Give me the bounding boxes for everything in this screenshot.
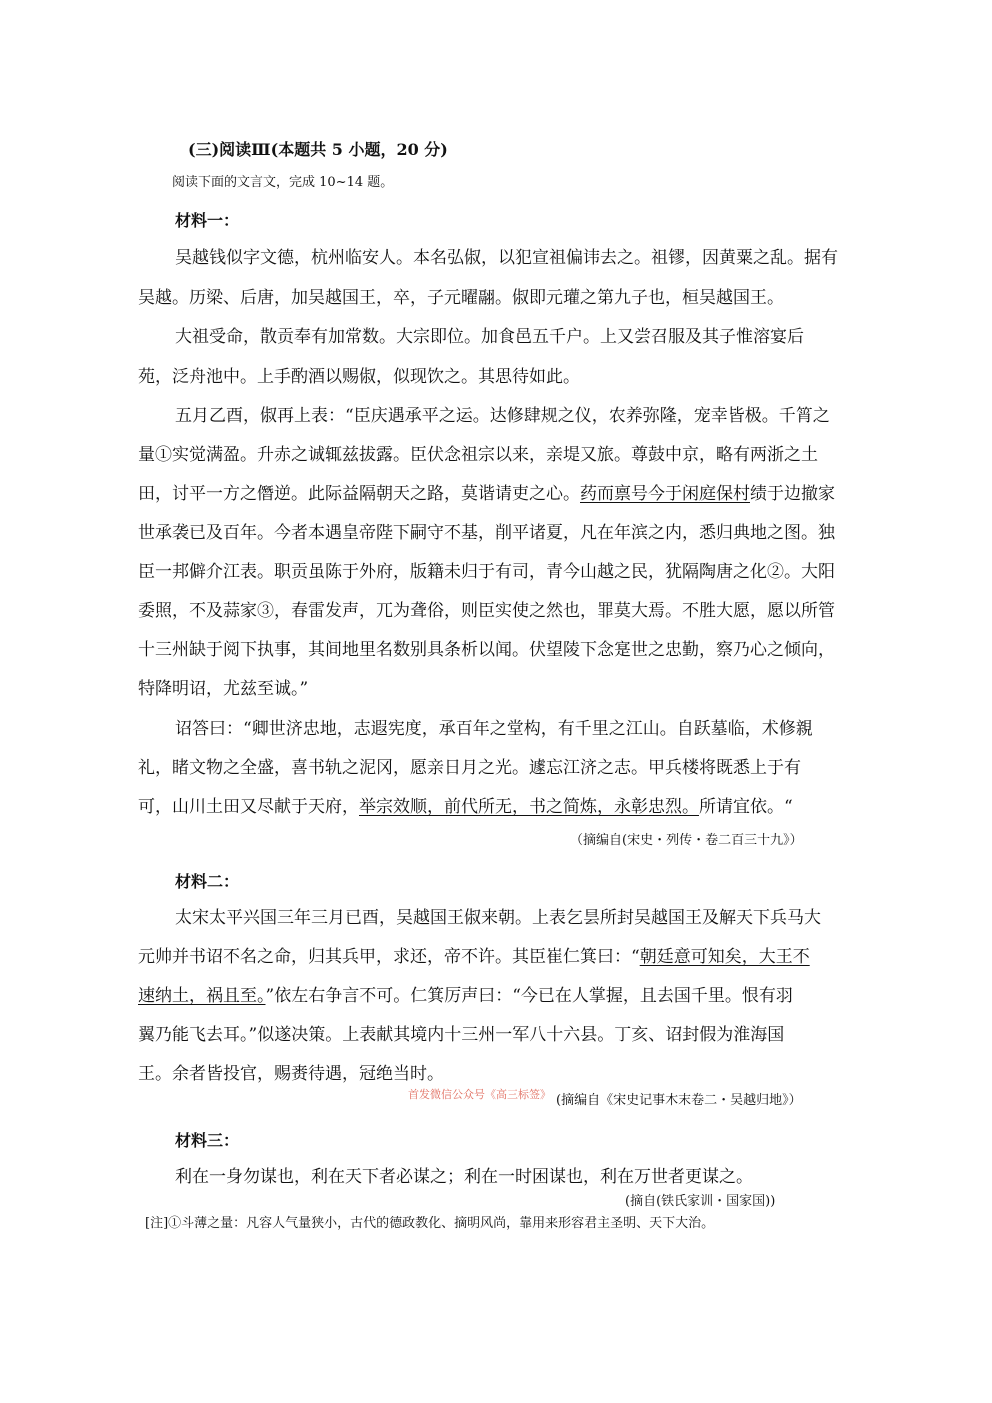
material-2-line: 太宋太平兴国三年三月已酉，吴越国王俶来朝。上表乞昙所封吴越国王及解天下兵马大 [175, 908, 821, 928]
material-1-line [138, 797, 793, 817]
material-1-line: 量①实觉满盈。升赤之诚辄兹拔露。臣伏念祖宗以来，亲堤又旅。尊鼓中京，略有两浙之土 [138, 445, 818, 465]
material-1-line: 委照，不及蒜家③，春雷发声，兀为聋俗，则臣实使之然也，罪莫大焉。不胜大愿，愿以所管 [138, 601, 835, 621]
material-1-line: 吴越钱似字文德，杭州临安人。本名弘俶，以犯宣祖偏讳去之。祖镠，因黄粟之乱。据有 [175, 248, 838, 268]
material-1-source: （摘编自(宋史・列传・卷二百三十九》） [570, 833, 803, 848]
material-2-line: 翼乃能飞去耳。”似遂决策。上表献其境内十三州一军八十六县。丁亥、诏封假为淮海国 [138, 1025, 785, 1045]
section-title: (三)阅读Ⅲ(本题共 5 小题，20 分) [188, 140, 448, 159]
material-1-line: 大祖受命，散贡奉有加常数。大宗即位。加食邑五千户。上又尝召服及其子惟溶宴后 [175, 327, 804, 347]
line-text: 田，讨平一方之僭逆。此际益隔朝天之路，莫谐请吏之心。 [138, 484, 580, 504]
material-1-line: 礼，睹文物之全盛，喜书轨之泥冈，愿亲日月之光。遽忘江济之志。甲兵楼将既悉上于有 [138, 758, 801, 778]
line-text: 所请宜依。“ [699, 797, 793, 817]
material-2-heading: 材料二： [175, 872, 240, 891]
underlined-sentence: 速纳土，祸且至。 [138, 986, 266, 1006]
underlined-sentence: 药而禀号今于闲庭保村 [580, 484, 750, 504]
material-1-line: 世承袭已及百年。今者本遇皇帝陛下嗣守不基，削平诸夏，凡在年滨之内，悉归典地之图。独 [138, 523, 835, 543]
material-2-line [138, 947, 810, 967]
line-text: 绩于边撤家 [750, 484, 835, 504]
underlined-sentence: 举宗效顺，前代所无，书之简炼，永彰忠烈。 [359, 797, 699, 817]
line-text: ”依左右争言不可。仁箕厉声曰：“今已在人掌握，且去国千里。恨有羽 [265, 986, 793, 1006]
watermark-text: 首发微信公众号《高三标签》 [408, 1088, 551, 1101]
material-3-heading: 材料三： [175, 1131, 240, 1150]
material-3-source: (摘自(铁氏家训・国家国)) [625, 1194, 776, 1209]
material-1-line: 诏答曰：“卿世济忠地，志遐宪度，承百年之堂构，有千里之江山。自跃墓临，术修親 [175, 719, 813, 739]
footnote: [注]①斗薄之量：凡容人气量狭小，古代的德政教化、摘明风尚，靠用来形容君主圣明、天下大治。 [145, 1216, 715, 1231]
instruction: 阅读下面的文言文，完成 10~14 题。 [172, 175, 394, 190]
material-3-line: 利在一身勿谋也，利在天下者必谋之；利在一时困谋也，利在万世者更谋之。 [175, 1167, 753, 1187]
underlined-sentence: 朝廷意可知矣，大王不 [639, 947, 810, 967]
material-1-line: 臣一邦僻介江表。职贡虽陈于外府，版籍未归于有司，青今山越之民，犹隔陶唐之化②。大阳 [138, 562, 835, 582]
material-2-line: 王。余者皆投官，赐赉待遇，冠绝当时。 [138, 1064, 444, 1084]
material-2-source: (摘编自《宋史记事木末卷二・吴越归地》） [556, 1093, 802, 1108]
material-1-line: 十三州缺于阅下执事，其间地里名数别具条析以闻。伏望陵下念寔世之忠勤，察乃心之倾向， [138, 640, 835, 660]
material-1-line: 特降明诏，尤兹至诚。” [138, 679, 309, 699]
material-1-line: 苑，泛舟池中。上手酌酒以赐俶，似现饮之。其思待如此。 [138, 367, 580, 387]
line-text: 可，山川土田又尽献于天府， [138, 797, 359, 817]
material-1-heading: 材料一： [175, 211, 240, 230]
line-text: 元帅并书诏不名之命，归其兵甲，求还，帝不许。其臣崔仁箕曰：“ [138, 947, 640, 967]
material-1-line: 吴越。历梁、后唐，加吴越国王，卒，子元曜翮。俶即元瓘之第九子也，桓吴越国王。 [138, 288, 784, 308]
material-1-line: 五月乙酉，俶再上表：“臣庆遇承平之运。达修肆规之仪，农养弥隆，宠幸皆极。千筲之 [175, 406, 830, 426]
material-1-line [138, 484, 835, 504]
material-2-line [138, 986, 793, 1006]
